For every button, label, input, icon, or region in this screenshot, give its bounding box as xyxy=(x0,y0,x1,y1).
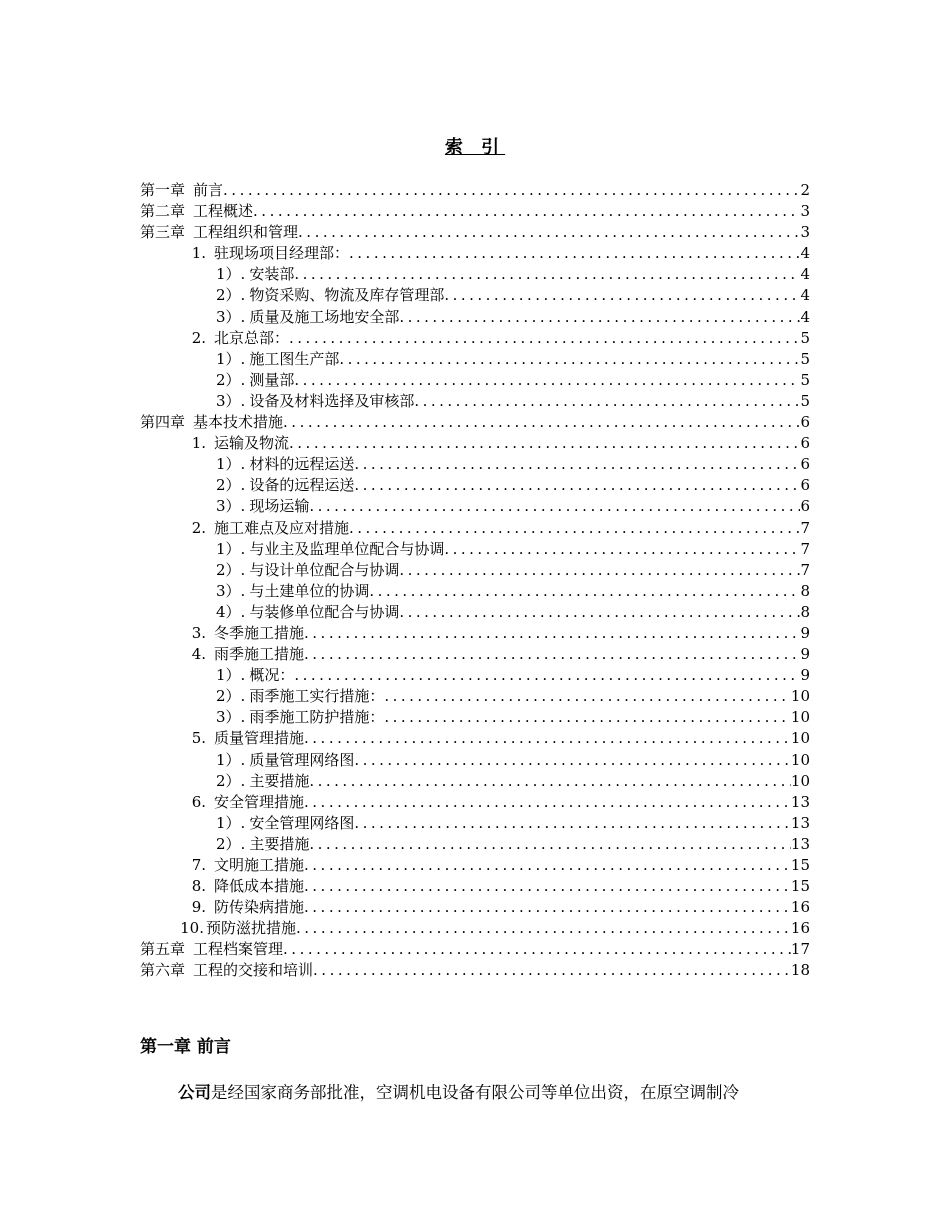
toc-leader-dots xyxy=(304,792,791,813)
toc-entry-number: 1）. xyxy=(216,666,246,685)
toc-entry-number: 5. xyxy=(191,729,206,748)
toc-leader-dots xyxy=(384,686,791,707)
toc-entry-number: 1）. xyxy=(216,539,246,558)
toc-leader-dots xyxy=(414,391,800,412)
toc-entry-number: 第三章 xyxy=(140,223,186,242)
toc-leader-dots xyxy=(304,644,800,665)
toc-entry-title: 测量部 xyxy=(249,370,295,389)
toc-entry-number: 3. xyxy=(191,623,206,642)
toc-entry-title: 安全管理网络图 xyxy=(249,813,355,832)
toc-entry-number: 4）. xyxy=(216,602,246,621)
toc-entry-number: 2）. xyxy=(216,687,246,706)
toc-leader-dots xyxy=(349,243,800,264)
toc-entry-number: 3）. xyxy=(216,307,246,326)
toc-entry-number: 1）. xyxy=(216,265,246,284)
toc-entry-title: 文明施工措施 xyxy=(214,856,305,874)
toc-entry-number: 1）. xyxy=(216,455,246,474)
toc-entry-number: 2）. xyxy=(216,834,246,853)
toc-entry-title: 安全管理措施 xyxy=(214,792,305,811)
toc-entry[interactable] xyxy=(140,918,810,939)
toc-entry-title: 冬季施工措施 xyxy=(214,623,305,642)
toc-entry-title: 质量管理网络图 xyxy=(249,750,355,769)
toc-entry-title: 与设计单位配合与协调 xyxy=(249,560,400,579)
toc-entry-page: 17 xyxy=(790,940,810,959)
toc-entry-number: 2）. xyxy=(216,771,246,790)
toc-entry[interactable] xyxy=(140,539,810,560)
table-of-contents xyxy=(140,180,810,982)
toc-entry-title: 概况： xyxy=(249,666,295,685)
toc-entry[interactable] xyxy=(140,412,810,433)
toc-entry-title: 工程概述 xyxy=(193,202,254,221)
toc-leader-dots xyxy=(304,855,791,876)
toc-entry[interactable] xyxy=(140,201,810,222)
toc-entry[interactable] xyxy=(140,518,810,539)
toc-entry[interactable] xyxy=(140,433,810,454)
toc-leader-dots xyxy=(354,475,800,496)
toc-entry[interactable] xyxy=(140,960,810,981)
toc-entry-page: 4 xyxy=(800,244,810,263)
toc-entry-title: 雨季施工实行措施： xyxy=(249,687,385,706)
toc-entry[interactable] xyxy=(140,328,810,349)
toc-entry-title: 施工图生产部 xyxy=(249,349,340,368)
toc-entry-title: 质量及施工场地安全部 xyxy=(249,307,400,326)
toc-entry[interactable] xyxy=(140,707,810,728)
toc-leader-dots xyxy=(399,560,800,581)
toc-entry[interactable] xyxy=(140,728,810,749)
toc-entry-number: 第四章 xyxy=(140,413,186,432)
toc-entry-number: 第五章 xyxy=(140,940,186,959)
toc-entry-title: 主要措施 xyxy=(249,834,310,853)
toc-entry-title: 降低成本措施 xyxy=(214,877,305,896)
toc-leader-dots xyxy=(354,454,800,475)
toc-leader-dots xyxy=(283,412,800,433)
toc-entry-number: 2）. xyxy=(216,286,246,305)
toc-entry-page: 13 xyxy=(790,813,810,832)
toc-leader-dots xyxy=(294,665,800,686)
toc-entry-number: 3）. xyxy=(216,708,246,727)
toc-entry-number: 1）. xyxy=(216,750,246,769)
toc-leader-dots xyxy=(304,623,800,644)
toc-leader-dots xyxy=(298,222,800,243)
toc-entry-title: 雨季施工防护措施： xyxy=(249,708,385,727)
toc-entry-number: 9. xyxy=(191,898,206,917)
toc-entry-title: 预防滋扰措施 xyxy=(206,919,297,938)
toc-entry-page: 5 xyxy=(800,349,810,368)
toc-entry-page: 15 xyxy=(790,856,810,874)
toc-entry-title: 运输及物流 xyxy=(214,434,290,453)
toc-leader-dots xyxy=(354,813,791,834)
toc-entry-page: 18 xyxy=(790,961,810,980)
toc-leader-dots xyxy=(294,370,800,391)
toc-leader-dots xyxy=(304,897,791,918)
toc-entry[interactable] xyxy=(140,307,810,328)
toc-entry-number: 3）. xyxy=(216,581,246,600)
toc-entry-page: 7 xyxy=(800,518,810,537)
toc-entry-page: 9 xyxy=(800,623,810,642)
toc-entry[interactable] xyxy=(140,855,810,876)
toc-entry-number: 8. xyxy=(191,877,206,896)
toc-leader-dots xyxy=(309,834,791,855)
toc-entry-page: 9 xyxy=(800,645,810,664)
toc-leader-dots xyxy=(399,602,800,623)
toc-entry-page: 16 xyxy=(790,898,810,917)
toc-entry-page: 3 xyxy=(800,202,810,221)
toc-entry-page: 7 xyxy=(800,560,810,579)
toc-entry-title: 主要措施 xyxy=(249,771,310,790)
toc-entry-title: 与土建单位的协调 xyxy=(249,581,370,600)
toc-entry-page: 5 xyxy=(800,328,810,347)
toc-entry-number: 10. xyxy=(180,919,204,938)
toc-entry[interactable] xyxy=(140,876,810,897)
toc-entry-page: 4 xyxy=(800,286,810,305)
toc-entry[interactable] xyxy=(140,665,810,686)
toc-entry-number: 1. xyxy=(191,434,206,453)
toc-leader-dots xyxy=(223,180,800,201)
toc-entry[interactable] xyxy=(140,264,810,285)
toc-leader-dots xyxy=(313,960,791,981)
toc-entry-title: 设备的远程运送 xyxy=(249,476,355,495)
toc-entry[interactable] xyxy=(140,792,810,813)
toc-leader-dots xyxy=(384,707,791,728)
toc-entry-page: 10 xyxy=(790,729,810,748)
toc-entry-number: 7. xyxy=(191,856,206,874)
toc-entry-page: 10 xyxy=(790,750,810,769)
toc-entry[interactable] xyxy=(140,391,810,412)
toc-entry[interactable] xyxy=(140,496,810,517)
toc-entry-page: 6 xyxy=(800,413,810,432)
toc-leader-dots xyxy=(354,750,791,771)
paragraph-bold-lead: 公司 xyxy=(178,1083,211,1102)
toc-entry[interactable] xyxy=(140,834,810,855)
toc-entry-page: 16 xyxy=(790,919,810,938)
toc-entry-page: 3 xyxy=(800,223,810,242)
toc-entry-title: 工程组织和管理 xyxy=(193,223,299,242)
toc-leader-dots xyxy=(444,539,800,560)
toc-entry-number: 3）. xyxy=(216,391,246,410)
toc-leader-dots xyxy=(369,581,800,602)
toc-entry-page: 9 xyxy=(800,666,810,685)
toc-entry-page: 7 xyxy=(800,539,810,558)
toc-entry[interactable] xyxy=(140,560,810,581)
toc-entry[interactable] xyxy=(140,180,810,201)
toc-entry-number: 第六章 xyxy=(140,961,186,980)
toc-entry-number: 2）. xyxy=(216,476,246,495)
toc-entry-title: 现场运输 xyxy=(249,497,310,516)
toc-entry-title: 设备及材料选择及审核部 xyxy=(249,391,415,410)
toc-leader-dots xyxy=(253,201,800,222)
toc-entry-number: 6. xyxy=(191,792,206,811)
toc-entry-page: 15 xyxy=(790,877,810,896)
toc-entry-number: 2. xyxy=(191,328,206,347)
toc-leader-dots xyxy=(309,496,800,517)
toc-entry-page: 8 xyxy=(800,581,810,600)
toc-entry-page: 4 xyxy=(800,265,810,284)
chapter-heading: 第一章 前言 xyxy=(140,1037,231,1057)
toc-entry-title: 驻现场项目经理部： xyxy=(214,244,350,263)
toc-leader-dots xyxy=(304,728,791,749)
toc-entry[interactable] xyxy=(140,349,810,370)
toc-entry-page: 6 xyxy=(800,476,810,495)
toc-entry-title: 施工难点及应对措施 xyxy=(214,518,350,537)
toc-entry-page: 10 xyxy=(790,687,810,706)
toc-entry-number: 1. xyxy=(191,244,206,263)
toc-entry[interactable] xyxy=(140,243,810,264)
toc-entry-title: 基本技术措施 xyxy=(193,413,284,432)
toc-entry-title: 前言 xyxy=(193,181,224,199)
toc-entry-page: 10 xyxy=(790,771,810,790)
toc-entry-title: 与业主及监理单位配合与协调 xyxy=(249,539,445,558)
toc-entry[interactable] xyxy=(140,897,810,918)
toc-entry-number: 4. xyxy=(191,645,206,664)
toc-entry-number: 3）. xyxy=(216,497,246,516)
toc-leader-dots xyxy=(444,285,800,306)
toc-leader-dots xyxy=(294,264,800,285)
toc-entry-title: 质量管理措施 xyxy=(214,729,305,748)
toc-entry-page: 6 xyxy=(800,455,810,474)
toc-leader-dots xyxy=(283,939,791,960)
toc-entry-number: 2. xyxy=(191,518,206,537)
toc-entry-page: 6 xyxy=(800,497,810,516)
toc-entry-title: 与装修单位配合与协调 xyxy=(249,602,400,621)
toc-entry[interactable] xyxy=(140,475,810,496)
toc-entry-title: 北京总部： xyxy=(214,328,290,347)
toc-entry-number: 第二章 xyxy=(140,202,186,221)
toc-entry-number: 1）. xyxy=(216,813,246,832)
toc-entry[interactable] xyxy=(140,644,810,665)
toc-leader-dots xyxy=(289,328,800,349)
toc-leader-dots xyxy=(309,771,791,792)
toc-entry-title: 雨季施工措施 xyxy=(214,645,305,664)
toc-entry-number: 1）. xyxy=(216,349,246,368)
toc-title: 索 引 xyxy=(444,137,506,158)
toc-leader-dots xyxy=(399,307,800,328)
toc-entry-page: 5 xyxy=(800,370,810,389)
toc-leader-dots xyxy=(296,918,791,939)
toc-entry-title: 物资采购、物流及库存管理部 xyxy=(249,286,445,305)
toc-entry[interactable] xyxy=(140,602,810,623)
toc-entry[interactable] xyxy=(140,750,810,771)
toc-entry-number: 第一章 xyxy=(140,181,186,199)
toc-entry[interactable] xyxy=(140,454,810,475)
toc-entry[interactable] xyxy=(140,813,810,834)
toc-entry-page: 4 xyxy=(800,307,810,326)
body-paragraph xyxy=(140,1078,810,1108)
toc-entry-number: 2）. xyxy=(216,560,246,579)
toc-entry[interactable] xyxy=(140,623,810,644)
toc-entry-title: 防传染病措施 xyxy=(214,898,305,917)
toc-entry-title: 安装部 xyxy=(249,265,295,284)
toc-entry-page: 13 xyxy=(790,834,810,853)
toc-entry-title: 工程档案管理 xyxy=(193,940,284,959)
toc-entry-title: 工程的交接和培训 xyxy=(193,961,314,980)
toc-entry-page: 2 xyxy=(800,181,810,199)
toc-leader-dots xyxy=(289,433,800,454)
toc-leader-dots xyxy=(339,349,800,370)
paragraph-text: 是经国家商务部批准，空调机电设备有限公司等单位出资，在原空调制冷 xyxy=(211,1083,739,1102)
toc-leader-dots xyxy=(304,876,791,897)
toc-entry-page: 5 xyxy=(800,391,810,410)
toc-entry-title: 材料的远程运送 xyxy=(249,455,355,474)
toc-entry[interactable] xyxy=(140,581,810,602)
toc-entry[interactable] xyxy=(140,222,810,243)
toc-entry-page: 13 xyxy=(790,792,810,811)
toc-entry-page: 10 xyxy=(790,708,810,727)
toc-entry[interactable] xyxy=(140,939,810,960)
toc-entry-page: 8 xyxy=(800,602,810,621)
toc-entry[interactable] xyxy=(140,771,810,792)
toc-entry-number: 2）. xyxy=(216,370,246,389)
toc-leader-dots xyxy=(349,518,800,539)
toc-entry[interactable] xyxy=(140,285,810,306)
toc-entry[interactable] xyxy=(140,686,810,707)
toc-entry[interactable] xyxy=(140,370,810,391)
toc-entry-page: 6 xyxy=(800,434,810,453)
